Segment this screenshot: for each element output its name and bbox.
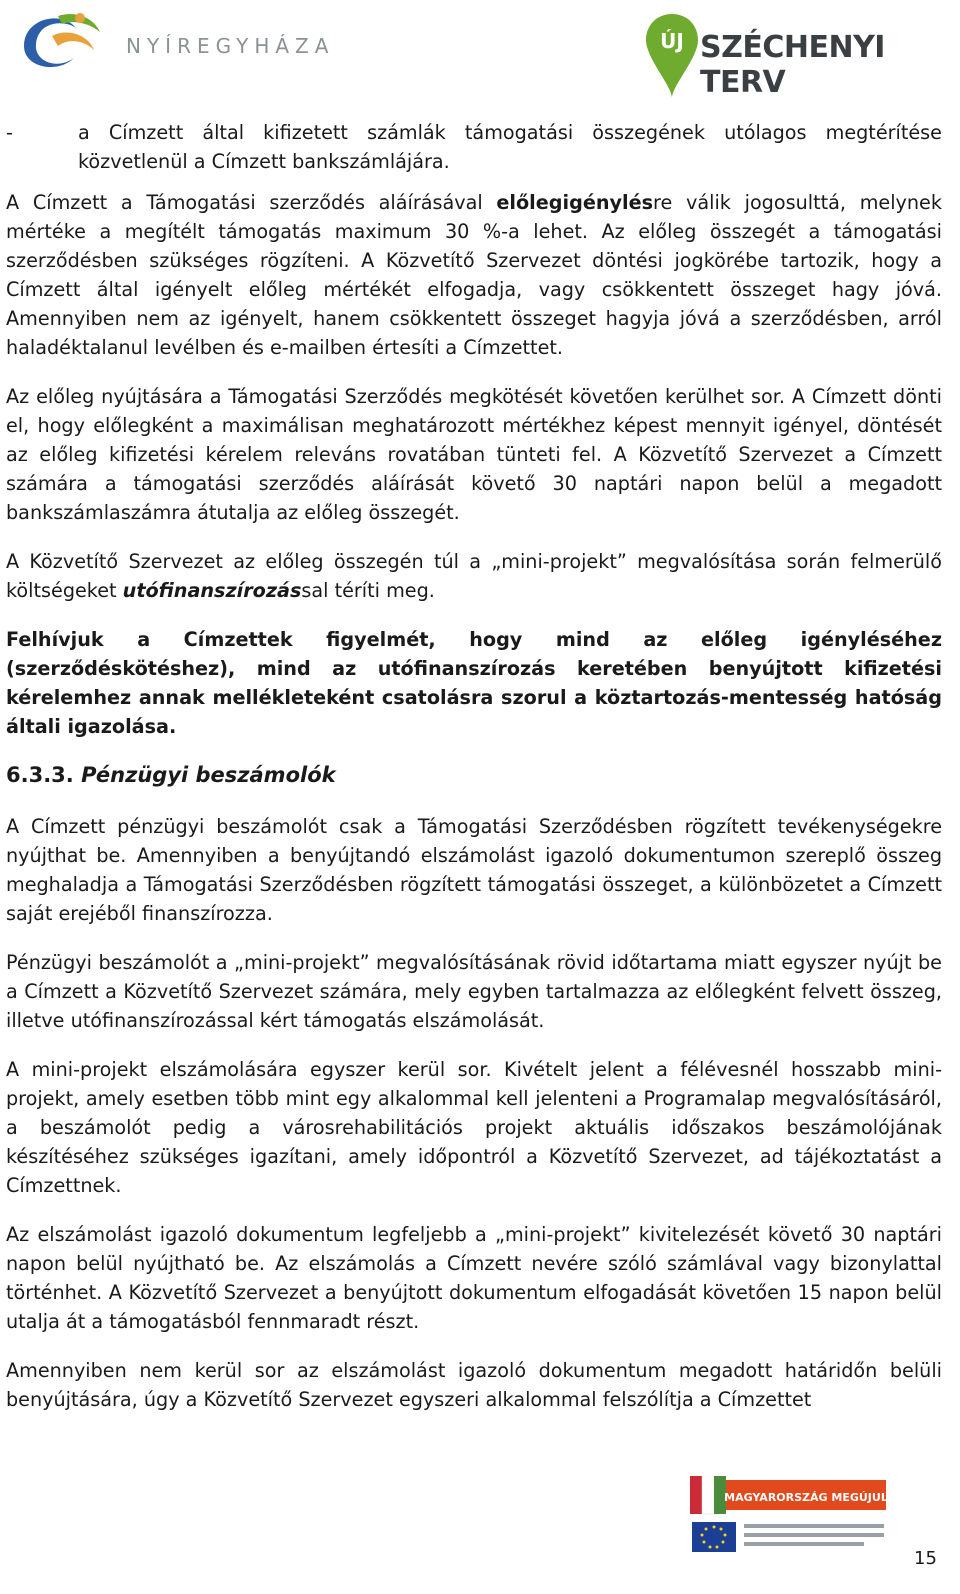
paragraph-settlement: A mini-projekt elszámolására egyszer kerül sor. Kivételt jelent a félévesnél hosszabb mini-projekt, amely esetben több mint egy alkalommal kell jelenteni a Programalap megvalósításáról, a beszámolót pedig a városrehabilitációs projekt aktuális időszakos beszámolójának készítéséhez szükséges igazítani, amely időpontról a Közvetítő Szervezet, ad tájékoztatást a Címzettnek. xyxy=(6,1058,942,1197)
paragraph-advance-payment xyxy=(6,188,942,362)
paragraph-deadline: Az elszámolást igazoló dokumentum legfeljebb a „mini-projekt” kivitelezését követő 30 naptári napon belül nyújtható be. Az elszámolás a Címzett nevére szóló számlával vagy bizonylattal történhet. A Közvetítő Szervezet a benyújtott dokumentum elfogadását követően 15 napon belül utalja át a támogatásból fennmaradt részt. xyxy=(6,1223,942,1333)
nyiregyhaza-logo-text: NYÍREGYHÁZA xyxy=(126,34,335,58)
page-header xyxy=(0,0,960,110)
paragraph-post-financing xyxy=(6,547,942,605)
paragraph-missing-submission: Amennyiben nem kerül sor az elszámolást igazoló dokumentum megadott határidőn belüli benyújtására, úgy a Közvetítő Szervezet egyszeri alkalommal felszólítja a Címzettet xyxy=(6,1359,942,1411)
section-name: Pénzügyi beszámolók xyxy=(81,763,336,787)
paragraph-report-once: Pénzügyi beszámolót a „mini-projekt” megvalósításának rövid időtartama miatt egyszer nyújt be a Címzett a Közvetítő Szervezet számára, mely egyben tartalmazza az előlegként felvett összeg, illetve utófinanszírozással kért támogatás elszámolását. xyxy=(6,951,942,1032)
paragraph-text: sal téríti meg. xyxy=(301,579,435,602)
section-number: 6.3.3. xyxy=(6,763,74,787)
bullet-dash: - xyxy=(6,121,13,144)
document-body xyxy=(6,118,942,1434)
svg-text:ÚJ: ÚJ xyxy=(660,29,684,53)
paragraph-text: re válik jogosulttá, melynek mértéke a megítélt támogatás maximum 30 %-a lehet. Az előleg összegét a támogatási szerződésben szükséges rögzíteni. A Közvetítő Szervezet döntési jogkörébe tartozik, hogy a Címzett által igényelt előleg mértékét elfogadja, vagy csökkentett összeget hagy jóvá. Amennyiben nem az igényelt, hanem csökkentett összeget hagyja jóvá a szerződésben, arról haladéktalanul levélben és e-mailben értesíti a Címzettet. xyxy=(6,191,942,359)
bullet-text: a Címzett által kifizetett számlák támogatási összegének utólagos megtérítése közvetlenül a Címzett bankszámlájára. xyxy=(78,121,942,173)
uj-szechenyi-terv-logo xyxy=(642,10,942,102)
bullet-item xyxy=(6,118,942,176)
page-number: 15 xyxy=(914,1548,937,1569)
magyarorszag-megujul-logo xyxy=(690,1476,890,1556)
svg-text:MAGYARORSZÁG MEGÚJUL: MAGYARORSZÁG MEGÚJUL xyxy=(724,1491,888,1504)
paragraph-advance-timing: Az előleg nyújtására a Támogatási Szerződés megkötését követően kerülhet sor. A Címzett dönti el, hogy előlegként a maximálisan meghatározott mértékhez képest mennyit igényel, döntését az előleg kifizetési kérelem releváns rovatában tünteti fel. A Közvetítő Szervezet a Címzett számára a támogatási szerződés aláírását követő 30 naptári napon belül a megadott bankszámlaszámra átutalja az előleg összegét. xyxy=(6,385,942,524)
nyiregyhaza-logo xyxy=(14,6,335,76)
paragraph-text: A Címzett a Támogatási szerződés aláírásával xyxy=(6,191,497,214)
bold-term: előlegigénylés xyxy=(496,191,654,214)
paragraph-text: A Közvetítő Szervezet az előleg összegén túl a „mini-projekt” megvalósítása során felmerülő költségeket xyxy=(6,550,942,602)
szechenyi-terv-text: SZÉCHENYI TERV xyxy=(700,30,885,100)
nyiregyhaza-emblem-icon xyxy=(14,6,114,76)
map-pin-icon xyxy=(642,10,702,102)
bold-italic-term: utófinanszírozás xyxy=(122,579,302,602)
eu-funding-badge-icon xyxy=(690,1476,890,1556)
notice-paragraph: Felhívjuk a Címzettek figyelmét, hogy mind az előleg igényléséhez (szerződéskötéshez), mind az utófinanszírozás keretében benyújtott kifizetési kérelemhez annak mellékleteként csatolásra szorul a köztartozás-mentesség hatóság általi igazolása. xyxy=(6,628,942,738)
paragraph-financial-report: A Címzett pénzügyi beszámolót csak a Támogatási Szerződésben rögzített tevékenységekre nyújthat be. Amennyiben a benyújtandó elszámolást igazoló dokumentumon szereplő összeg meghaladja a Támogatási Szerződésben rögzített támogatási összeget, a különbözetet a Címzett saját erejéből finanszírozza. xyxy=(6,815,942,925)
section-heading xyxy=(6,761,942,790)
